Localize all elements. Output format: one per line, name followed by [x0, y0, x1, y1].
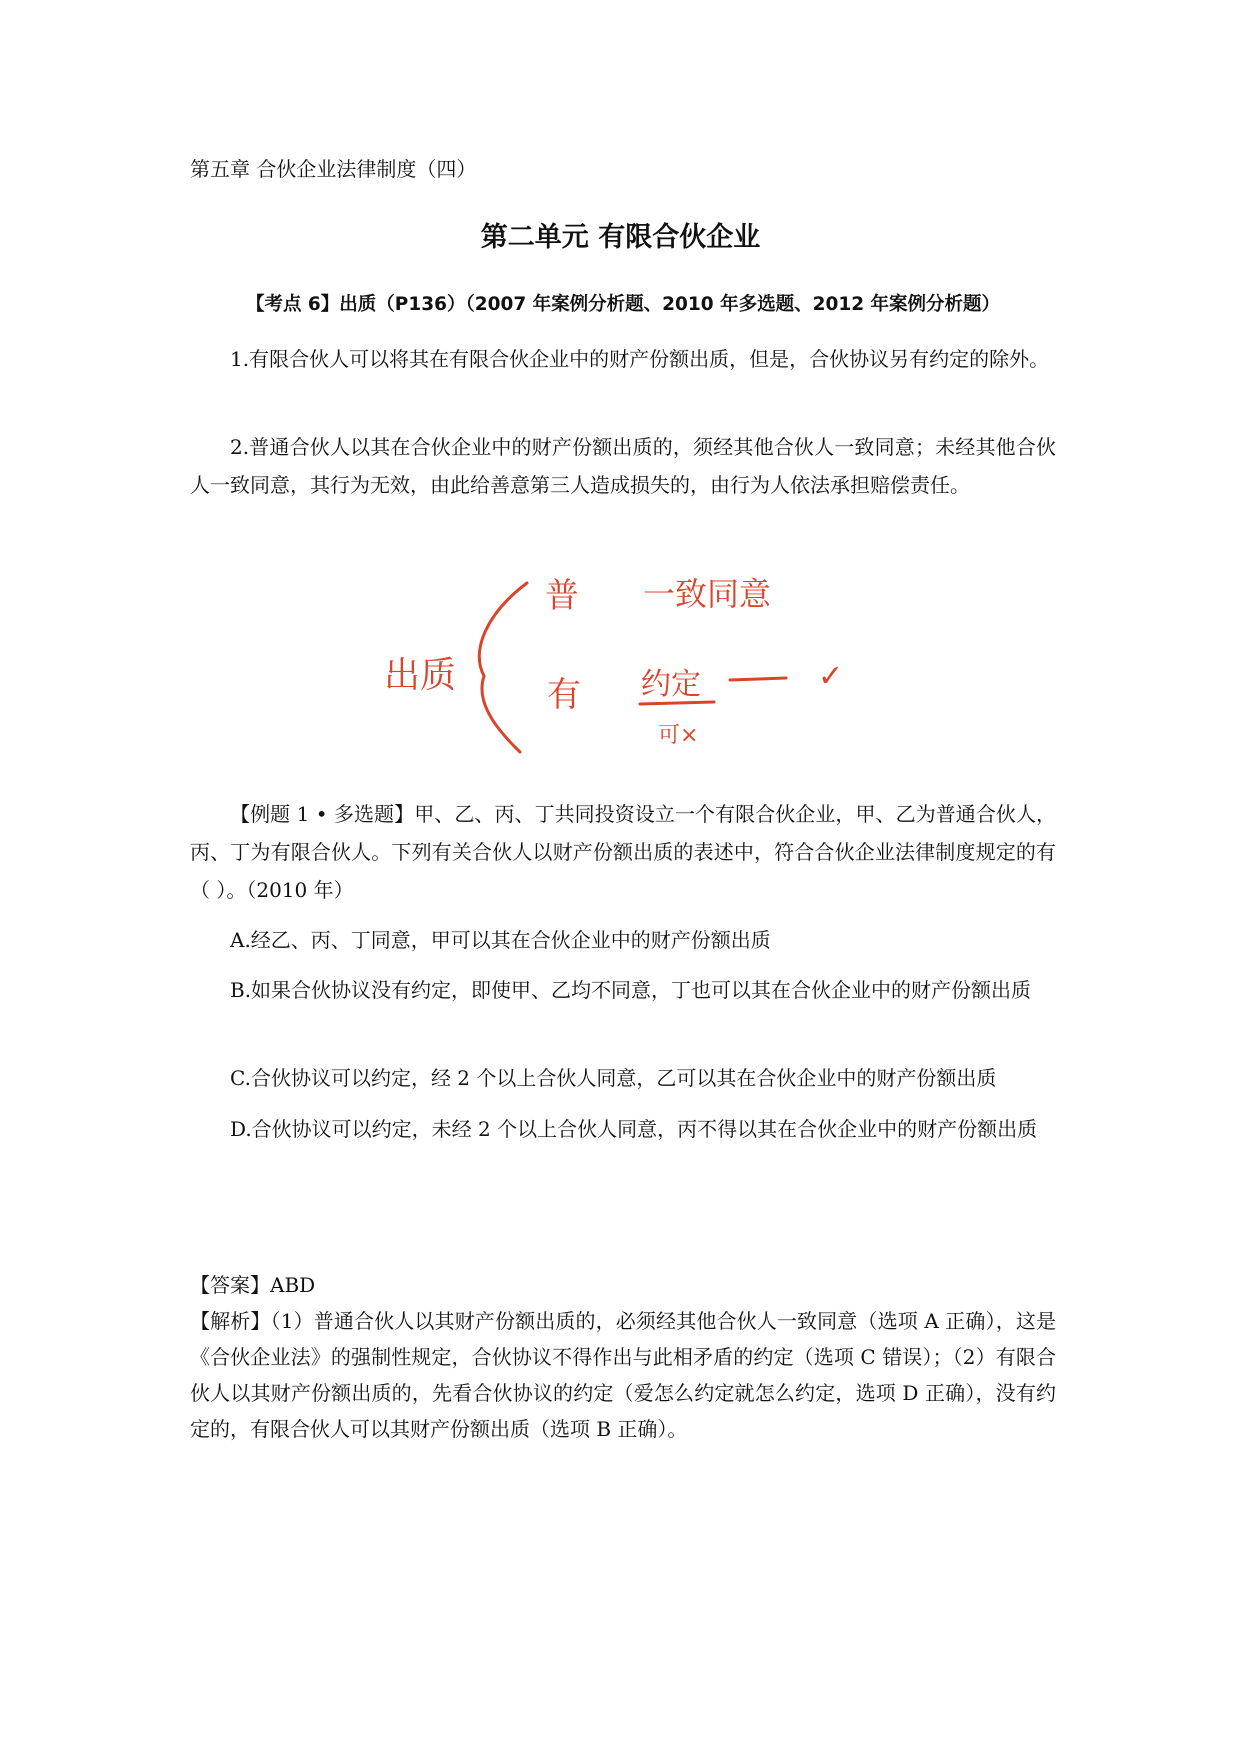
option-d [190, 1110, 1056, 1148]
rule-text: 2.普通合伙人以其在合伙企业中的财产份额出质的，须经其他合伙人一致同意；未经其他合伙人一致同意，其行为无效，由此给善意第三人造成损失的，由行为人依法承担赔偿责任。 [190, 435, 1056, 497]
unit-title: 第二单元 有限合伙企业 [480, 222, 761, 253]
option-text: C.合伙协议可以约定，经 2 个以上合伙人同意，乙可以其在合伙企业中的财产份额出质 [230, 1066, 997, 1090]
arrow-line [730, 678, 786, 680]
note-limited: 有 [547, 675, 581, 715]
note-root: 出质 [384, 655, 457, 696]
note-limited-sub: 可× [658, 723, 699, 748]
handwritten-note [0, 0, 1241, 780]
point-heading: 【考点 6】出质（P136）（2007 年案例分析题、2010 年多选题、2012 年案例分析题） [245, 294, 1001, 315]
brace-line [479, 583, 527, 752]
analysis: 【解析】（1）普通合伙人以其财产份额出质的，必须经其他合伙人一致同意（选项 A 正确），这是《合伙企业法》的强制性规定，合伙协议不得作出与此相矛盾的约定（选项 C 错误）；（2）有限合伙人以其财产份额出质的，先看合伙协议的约定（爱怎么约定就怎么约定，选项 D 正确），没有约定的，有限合伙人可以其财产份额出质（选项 B 正确）。 [190, 1309, 1056, 1441]
chapter-title: 第五章 合伙企业法律制度（四） [190, 157, 477, 181]
option-text: D.合伙协议可以约定，未经 2 个以上合伙人同意，丙不得以其在合伙企业中的财产份额出质 [230, 1117, 1038, 1141]
note-limited-rule: 约定 [641, 667, 701, 702]
option-text: B.如果合伙协议没有约定，即使甲、乙均不同意，丁也可以其在合伙企业中的财产份额出质 [230, 978, 1032, 1002]
option-b [190, 971, 1056, 1009]
question-text: 【例题 1 • 多选题】甲、乙、丙、丁共同投资设立一个有限合伙企业，甲、乙为普通合伙人，丙、丁为有限合伙人。下列有关合伙人以财产份额出质的表述中，符合合伙企业法律制度规定的有（ ）。（2010 年） [190, 802, 1056, 902]
example-question [190, 795, 1056, 909]
note-general-rule: 一致同意 [643, 575, 772, 613]
option-text: A.经乙、丙、丁同意，甲可以其在合伙企业中的财产份额出质 [230, 928, 771, 952]
note-general: 普 [545, 576, 579, 616]
answer: 【答案】ABD [190, 1273, 316, 1297]
option-a [190, 921, 1056, 959]
option-c [190, 1059, 1056, 1097]
check-icon: ✓ [818, 659, 844, 694]
rule-text: 1.有限合伙人可以将其在有限合伙企业中的财产份额出质，但是，合伙协议另有约定的除外。 [230, 347, 1050, 371]
underline-stroke [640, 702, 714, 704]
